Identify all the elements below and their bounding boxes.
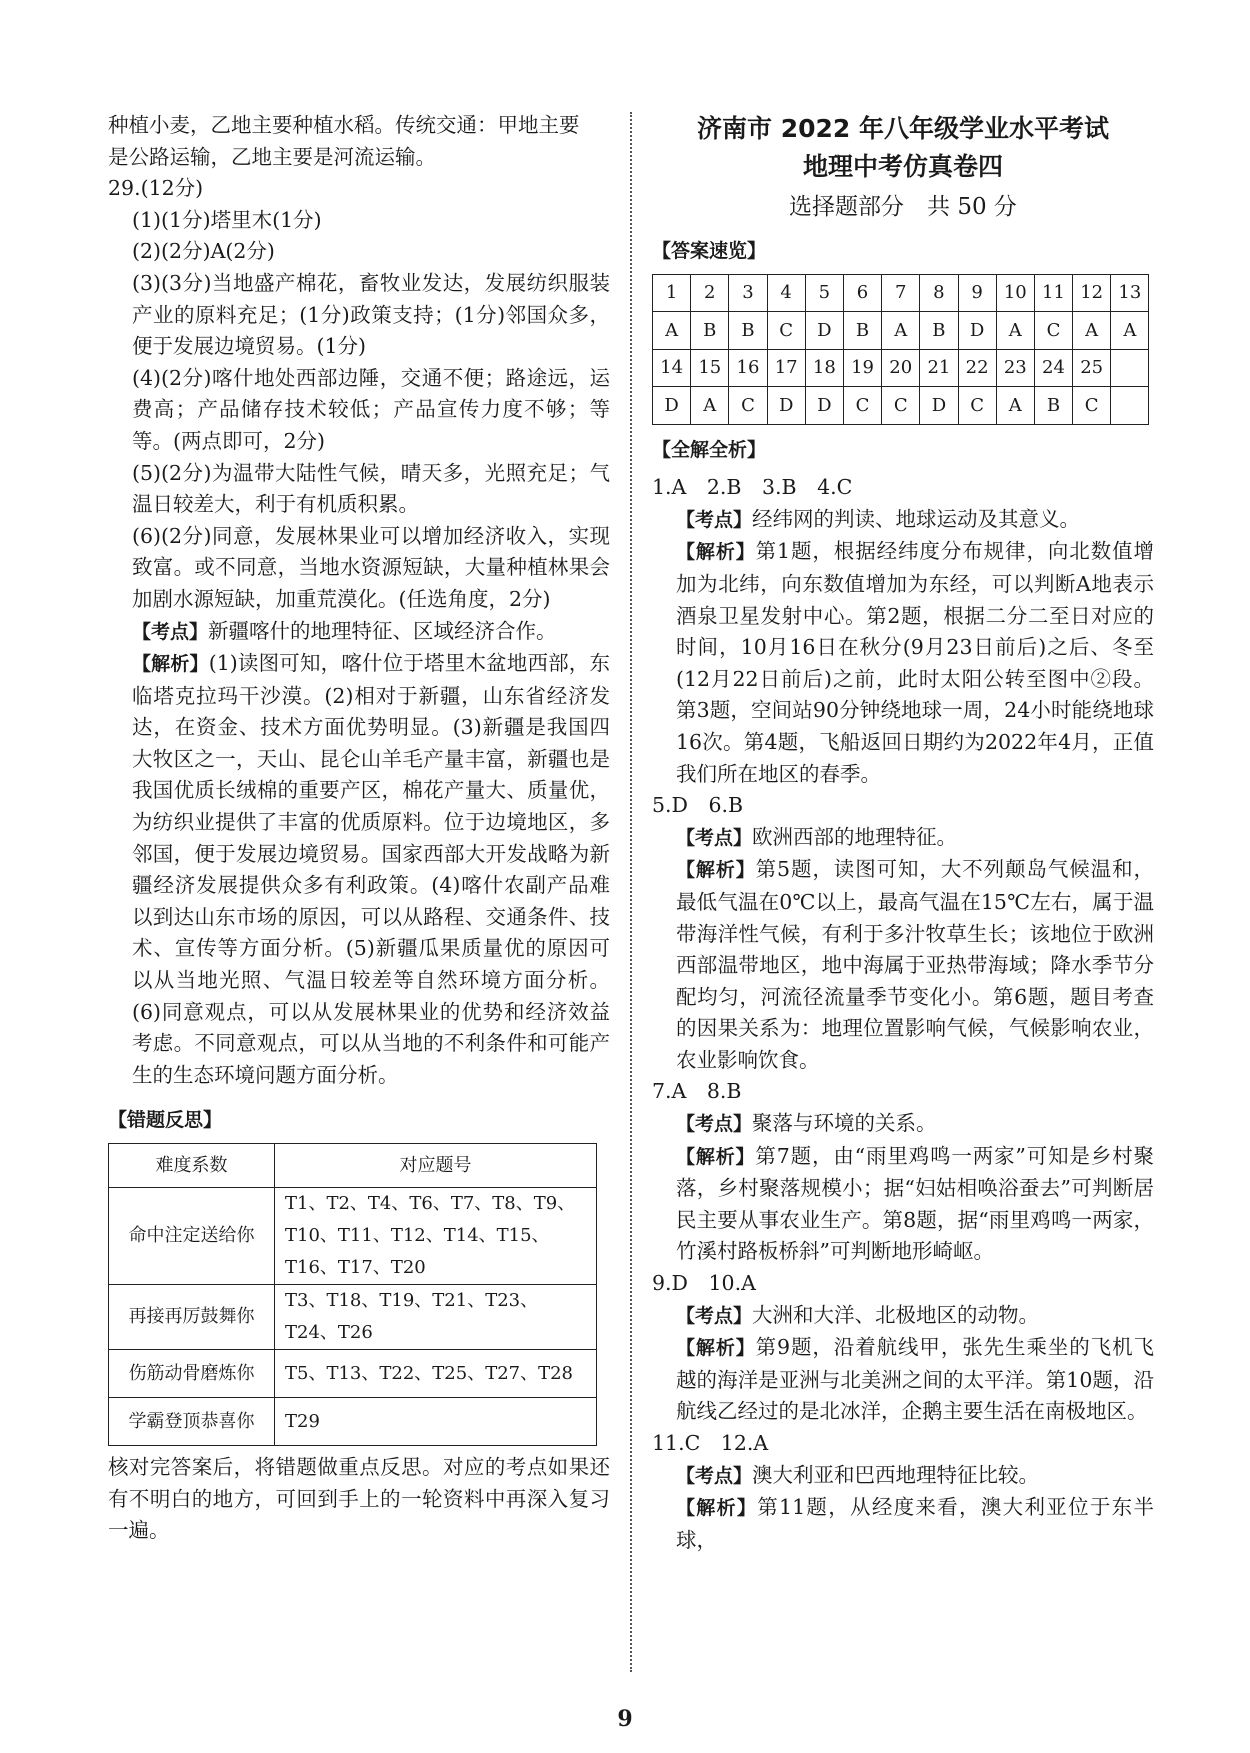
answer-cell: B	[729, 312, 767, 350]
answer-cell: B	[691, 312, 729, 350]
jiexi-tag: 【解析】	[676, 1497, 758, 1520]
kaodian-text: 经纬网的判读、地球运动及其意义。	[752, 506, 1081, 531]
answers-9-10: 9.D 10.A	[652, 1271, 756, 1296]
answer-cell: D	[805, 387, 843, 425]
answer-cell	[1111, 349, 1149, 387]
kaodian-text: 澳大利亚和巴西地理特征比较。	[752, 1462, 1040, 1487]
jiexi-tag: 【解析】	[132, 653, 209, 676]
answer-cell: 12	[1073, 274, 1111, 312]
answer-cell: 20	[882, 349, 920, 387]
answer-cell: A	[882, 312, 920, 350]
jiexi-7-8	[652, 1141, 1154, 1268]
answer-cell: 4	[767, 274, 805, 312]
question-list: T29	[275, 1398, 597, 1446]
answer-cell: B	[1034, 387, 1072, 425]
answer-cell: C	[1034, 312, 1072, 350]
footer-note: 核对完答案后，将错题做重点反思。对应的考点如果还有不明白的地方，可回到手上的一轮资料中再深入复习一遍。	[108, 1455, 610, 1543]
jiexi-text: 第9题，沿着航线甲，张先生乘坐的飞机飞越的海洋是亚洲与北美洲之间的太平洋。第10题，沿航线乙经过的是北冰洋，企鹅主要生活在南极地区。	[676, 1335, 1154, 1424]
table-row	[109, 1398, 597, 1446]
answer-cell: 2	[691, 274, 729, 312]
intro-line-2: 是公路运输，乙地主要是河流运输。	[108, 144, 436, 169]
kaodian-tag: 【考点】	[132, 620, 209, 643]
difficulty-level: 再接再厉鼓舞你	[109, 1285, 275, 1350]
exam-subtitle: 地理中考仿真卷四	[802, 152, 1003, 181]
kaodian-text: 欧洲西部的地理特征。	[752, 824, 958, 849]
answer-cell: 16	[729, 349, 767, 387]
table-header: 对应题号	[275, 1144, 597, 1188]
jiexi-1-4	[652, 536, 1154, 790]
answer-cell: 8	[920, 274, 958, 312]
answer-cell: C	[729, 387, 767, 425]
table-row	[653, 312, 1149, 350]
q29-heading: 29.(12分)	[108, 176, 204, 201]
table-row	[653, 274, 1149, 312]
answer-cell: 5	[805, 274, 843, 312]
answers-5-6: 5.D 6.B	[652, 793, 744, 818]
answer-cell: 14	[653, 349, 691, 387]
jiexi-text: 第5题，读图可知，大不列颠岛气候温和，最低气温在0℃以上，最高气温在15℃左右，属于温带海洋性气候，有利于多汁牧草生长；该地位于欧洲西部温带地区，地中海属于亚热带海域；降水季节分配均匀，河流径流量季节变化小。第6题，题目考查的因果关系为：地理位置影响气候，气候影响农业，农业影响饮食。	[676, 857, 1154, 1072]
answer-cell: 13	[1111, 274, 1149, 312]
kaodian-11-12	[652, 1460, 1154, 1493]
jiexi-tag: 【解析】	[676, 1145, 756, 1168]
answer-cell: C	[843, 387, 881, 425]
q29-jiexi	[108, 648, 610, 1091]
answer-cell: 25	[1073, 349, 1111, 387]
answer-cell: 19	[843, 349, 881, 387]
answer-cell: A	[996, 387, 1034, 425]
jiexi-text: 第11题，从经度来看，澳大利亚位于东半球，	[676, 1495, 1154, 1552]
table-row	[109, 1350, 597, 1398]
difficulty-level: 命中注定送给你	[109, 1188, 275, 1285]
q29-item-2: (2)(2分)A(2分)	[132, 239, 275, 264]
answer-cell: 15	[691, 349, 729, 387]
answer-cell: 10	[996, 274, 1034, 312]
kaodian-9-10	[652, 1300, 1154, 1333]
answer-cell: A	[1073, 312, 1111, 350]
jiexi-text: 第7题，由“雨里鸡鸣一两家”可知是乡村聚落，乡村聚落规模小；据“妇姑相唤浴蚕去”可判断居民主要从事农业生产。第8题，据“雨里鸡鸣一两家，竹溪村路板桥斜”可判断地形崎岖。	[676, 1143, 1154, 1264]
jiexi-tag: 【解析】	[676, 541, 756, 564]
answer-cell: 3	[729, 274, 767, 312]
jiexi-text: (1)读图可知，喀什位于塔里木盆地西部，东临塔克拉玛干沙漠。(2)相对于新疆，山东省经济发达，在资金、技术方面优势明显。(3)新疆是我国四大牧区之一，天山、昆仑山羊毛产量丰富，新疆也是我国优质长绒棉的重要产区，棉花产量大、质量优，为纺织业提供了丰富的优质原料。位于边境地区，多邻国，便于发展边境贸易。国家西部大开发战略为新疆经济发展提供众多有利政策。(4)喀什农副产品难以到达山东市场的原因，可以从路程、交通条件、技术、宣传等方面分析。(5)新疆瓜果质量优的原因可以从当地光照、气温日较差等自然环境方面分析。(6)同意观点，可以从发展林果业的优势和经济效益考虑。不同意观点，可以从当地的不利条件和可能产生的生态环境问题方面分析。	[132, 651, 610, 1087]
kaodian-tag: 【考点】	[676, 1304, 753, 1327]
jiexi-tag: 【解析】	[676, 1337, 756, 1360]
column-divider	[630, 112, 632, 1672]
answer-cell: 18	[805, 349, 843, 387]
q29-item-5: (5)(2分)为温带大陆性气候，晴天多，光照充足；气温日较差大，利于有机质积累。	[132, 460, 610, 517]
answers-7-8: 7.A 8.B	[652, 1079, 742, 1104]
answer-cell: 1	[653, 274, 691, 312]
answer-cell: C	[1073, 387, 1111, 425]
jiexi-text: 第1题，根据经纬度分布规律，向北数值增加为北纬，向东数值增加为东经，可以判断A地表示酒泉卫星发射中心。第2题，根据二分二至日对应的时间，10月16日在秋分(9月23日前后)之后、冬至(12月22日前后)之前，此时太阳公转至图中②段。第3题，空间站90分钟绕地球一周，24小时能绕地球16次。第4题，飞船返回日期约为2022年4月，正值我们所在地区的春季。	[676, 539, 1154, 786]
table-row	[109, 1188, 597, 1285]
question-list: T1、T2、T4、T6、T7、T8、T9、T10、T11、T12、T14、T15、T16、T17、T20	[275, 1188, 597, 1285]
kaodian-text: 新疆喀什的地理特征、区域经济合作。	[208, 618, 557, 643]
kaodian-tag: 【考点】	[676, 508, 753, 531]
answer-cell: 9	[958, 274, 996, 312]
answers-1-4: 1.A 2.B 3.B 4.C	[652, 475, 853, 500]
answer-cell: 21	[920, 349, 958, 387]
difficulty-level: 学霸登顶恭喜你	[109, 1398, 275, 1446]
answer-cell: 11	[1034, 274, 1072, 312]
jiexi-11-12	[652, 1492, 1154, 1556]
left-column	[108, 110, 610, 1547]
kaodian-tag: 【考点】	[676, 826, 753, 849]
kaodian-7-8	[652, 1108, 1154, 1141]
table-row	[109, 1285, 597, 1350]
full-analysis-heading: 【全解全析】	[652, 438, 767, 461]
jiexi-tag: 【解析】	[676, 859, 756, 882]
intro-line-1: 种植小麦，乙地主要种植水稻。传统交通：甲地主要	[108, 113, 580, 137]
table-row	[653, 349, 1149, 387]
answers-11-12: 11.C 12.A	[652, 1431, 769, 1455]
answer-cell: D	[653, 387, 691, 425]
answer-cell: 23	[996, 349, 1034, 387]
q29-item-6: (6)(2分)同意，发展林果业可以增加经济收入，实现致富。或不同意，当地水资源短缺，大量种植林果会加剧水源短缺，加重荒漠化。(任选角度，2分)	[132, 523, 610, 611]
table-header: 难度系数	[109, 1144, 275, 1188]
exam-title: 济南市 2022 年八年级学业水平考试	[697, 114, 1109, 143]
question-list: T5、T13、T22、T25、T27、T28	[275, 1350, 597, 1398]
answer-cell: A	[1111, 312, 1149, 350]
answer-overview-heading: 【答案速览】	[652, 240, 767, 262]
question-list: T3、T18、T19、T21、T23、T24、T26	[275, 1285, 597, 1350]
answer-cell: A	[653, 312, 691, 350]
q29-item-4: (4)(2分)喀什地处西部边陲，交通不便；路途远，运费高；产品储存技术较低；产品宣传力度不够；等等。(两点即可，2分)	[132, 365, 610, 453]
kaodian-tag: 【考点】	[676, 1113, 753, 1136]
answer-cell: 7	[882, 274, 920, 312]
answer-cell: A	[691, 387, 729, 425]
answer-cell: B	[920, 312, 958, 350]
answer-cell	[1111, 387, 1149, 425]
answer-table	[652, 274, 1149, 425]
answer-cell: B	[843, 312, 881, 350]
answer-cell: A	[996, 312, 1034, 350]
answer-cell: D	[805, 312, 843, 350]
answer-cell: D	[958, 312, 996, 350]
jiexi-9-10	[652, 1332, 1154, 1428]
answer-cell: D	[767, 387, 805, 425]
kaodian-text: 聚落与环境的关系。	[752, 1111, 937, 1136]
difficulty-level: 伤筋动骨磨炼你	[109, 1350, 275, 1398]
q29-kaodian	[108, 616, 610, 649]
error-reflection-heading: 【错题反思】	[108, 1109, 223, 1132]
answer-cell: C	[958, 387, 996, 425]
kaodian-tag: 【考点】	[676, 1464, 753, 1487]
error-reflection-table	[108, 1143, 597, 1446]
answer-cell: C	[767, 312, 805, 350]
q29-item-1: (1)(1分)塔里木(1分)	[132, 207, 322, 232]
answer-cell: D	[920, 387, 958, 425]
answer-cell: 24	[1034, 349, 1072, 387]
answer-cell: C	[882, 387, 920, 425]
answer-cell: 6	[843, 274, 881, 312]
jiexi-5-6	[652, 854, 1154, 1076]
right-column	[652, 110, 1154, 1556]
answer-cell: 22	[958, 349, 996, 387]
q29-item-3: (3)(3分)当地盛产棉花，畜牧业发达，发展纺织服装产业的原料充足；(1分)政策支持；(1分)邻国众多，便于发展边境贸易。(1分)	[132, 270, 610, 359]
answer-cell: 17	[767, 349, 805, 387]
section-title: 选择题部分 共 50 分	[789, 194, 1017, 220]
kaodian-1-4	[652, 504, 1154, 537]
kaodian-5-6	[652, 822, 1154, 855]
page-number: 9	[617, 1706, 633, 1732]
table-row	[653, 387, 1149, 425]
kaodian-text: 大洲和大洋、北极地区的动物。	[752, 1302, 1040, 1327]
